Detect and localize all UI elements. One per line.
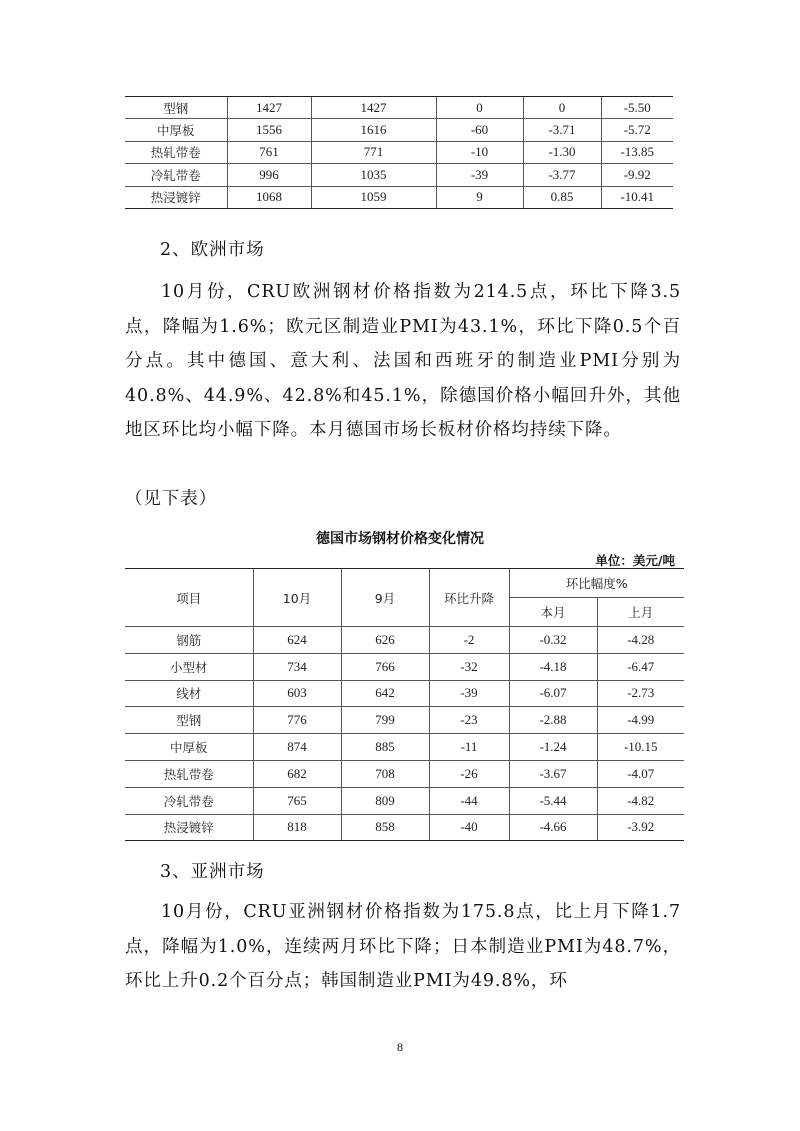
table-cell: 874 [253,734,341,761]
table-cell: 1068 [227,186,311,208]
table-row [125,680,684,707]
table-cell: 型钢 [125,707,253,734]
table-cell: -4.28 [597,627,684,654]
table-unit: 单位：美元/吨 [595,553,675,568]
table-cell: -6.07 [509,680,597,707]
table-row [125,787,684,814]
table-cell: -39 [429,680,509,707]
table-cell: 1427 [311,97,436,119]
table-cell: 626 [341,627,429,654]
table-cell: -2.88 [509,707,597,734]
section-heading-europe: 2、欧洲市场 [160,240,265,260]
table-cell: 761 [227,141,311,163]
header-range: 环比幅度% [509,569,684,598]
header-september: 9月 [341,569,429,627]
table-row [125,119,673,141]
table-cell: 冷轧带卷 [125,787,253,814]
table-cell: 996 [227,164,311,186]
table-row [125,707,684,734]
table-row [125,141,673,163]
table-cell: -11 [429,734,509,761]
table-cell: 冷轧带卷 [125,164,227,186]
header-this-month: 本月 [509,598,597,627]
table-cell: -10.41 [601,186,673,208]
table-cell: -5.50 [601,97,673,119]
price-table-continued [125,96,673,209]
page-number: 8 [397,1040,403,1054]
table-cell: 885 [341,734,429,761]
table-cell: -1.30 [523,141,601,163]
table-cell: 771 [311,141,436,163]
table-cell: 热浸镀锌 [125,186,227,208]
table-row [125,164,673,186]
table-cell: -3.92 [597,814,684,841]
table-cell: 0 [436,97,523,119]
table-cell: 钢筋 [125,627,253,654]
table-cell: 818 [253,814,341,841]
header-october: 10月 [253,569,341,627]
table-cell: 0.85 [523,186,601,208]
paragraph-europe: 10月份，CRU欧洲钢材价格指数为214.5点，环比下降3.5点，降幅为1.6%；欧元区制造业PMI为43.1%，环比下降0.5个百分点。其中德国、意大利、法国和西班牙的制造业PMI分别为40.8%、44.9%、42.8%和45.1%，除德国价格小幅回升外，其他地区环比均小幅下降。本月德国市场长板材价格均持续下降。 [125,282,681,440]
table-cell: -60 [436,119,523,141]
table-cell: -1.24 [509,734,597,761]
table-cell: 799 [341,707,429,734]
table-cell: -26 [429,760,509,787]
table-cell: -5.44 [509,787,597,814]
table-cell: -10.15 [597,734,684,761]
table-row [125,814,684,841]
header-last-month: 上月 [597,598,684,627]
table-cell: 858 [341,814,429,841]
table-cell: 603 [253,680,341,707]
table-cell: -44 [429,787,509,814]
table-cell: -5.72 [601,119,673,141]
table-cell: 708 [341,760,429,787]
table-cell: -32 [429,653,509,680]
table-cell: -23 [429,707,509,734]
table-cell: -4.99 [597,707,684,734]
table-cell: 热浸镀锌 [125,814,253,841]
table-cell: -39 [436,164,523,186]
table-header-row [125,569,684,598]
header-item: 项目 [125,569,253,627]
table-cell: 734 [253,653,341,680]
table-cell: 热轧带卷 [125,141,227,163]
table-cell: 809 [341,787,429,814]
table-cell: 1035 [311,164,436,186]
table-cell: 型钢 [125,97,227,119]
table-cell: 0 [523,97,601,119]
table-cell: 小型材 [125,653,253,680]
table-cell: -3.77 [523,164,601,186]
table-cell: -13.85 [601,141,673,163]
table-caption: 德国市场钢材价格变化情况 [316,531,484,547]
table-row [125,627,684,654]
table-cell: 线材 [125,680,253,707]
table-cell: -6.47 [597,653,684,680]
table-cell: 9 [436,186,523,208]
germany-price-table [125,568,684,841]
table-cell: 中厚板 [125,119,227,141]
table-row [125,97,673,119]
table-cell: 765 [253,787,341,814]
table-cell: 624 [253,627,341,654]
table-cell: 1059 [311,186,436,208]
see-table-note: （见下表） [125,489,217,509]
table-cell: -2 [429,627,509,654]
table-cell: 642 [341,680,429,707]
table-row [125,186,673,208]
table-cell: 1427 [227,97,311,119]
table-row [125,760,684,787]
table-cell: -0.32 [509,627,597,654]
table-cell: 766 [341,653,429,680]
table-cell: -4.18 [509,653,597,680]
table-row [125,653,684,680]
table-row [125,734,684,761]
paragraph-asia: 10月份，CRU亚洲钢材价格指数为175.8点，比上月下降1.7点，降幅为1.0%，连续两月环比下降；日本制造业PMI为48.7%，环比上升0.2个百分点；韩国制造业PMI为49.8%，环 [125,902,681,991]
table-cell: -3.67 [509,760,597,787]
table-cell: 682 [253,760,341,787]
table-cell: 776 [253,707,341,734]
table-cell: 1556 [227,119,311,141]
table-cell: -2.73 [597,680,684,707]
table-cell: 热轧带卷 [125,760,253,787]
table-cell: 1616 [311,119,436,141]
table-cell: -40 [429,814,509,841]
header-change: 环比升降 [429,569,509,627]
table-cell: -4.07 [597,760,684,787]
table-cell: -10 [436,141,523,163]
section-heading-asia: 3、亚洲市场 [160,862,265,882]
table-cell: -3.71 [523,119,601,141]
table-cell: -4.66 [509,814,597,841]
table-cell: 中厚板 [125,734,253,761]
table-cell: -4.82 [597,787,684,814]
table-cell: -9.92 [601,164,673,186]
